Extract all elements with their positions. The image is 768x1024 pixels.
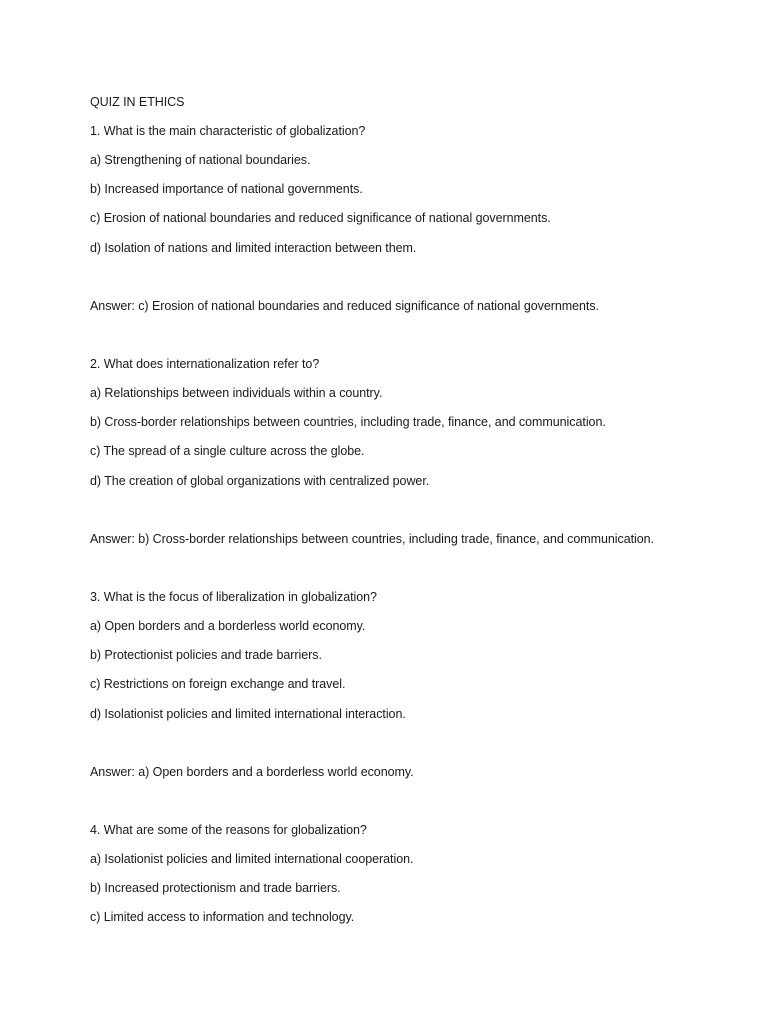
q3-option-b: b) Protectionist policies and trade barriers.: [90, 648, 322, 662]
q2-answer: Answer: b) Cross-border relationships between countries, including trade, finance, and communication.: [90, 532, 654, 546]
question-1: 1. What is the main characteristic of globalization?: [90, 124, 366, 138]
document-title: QUIZ IN ETHICS: [90, 95, 185, 109]
q1-answer: Answer: c) Erosion of national boundaries and reduced significance of national governments.: [90, 299, 599, 313]
q2-option-a: a) Relationships between individuals within a country.: [90, 386, 383, 400]
question-2: 2. What does internationalization refer to?: [90, 357, 320, 371]
q1-option-d: d) Isolation of nations and limited interaction between them.: [90, 241, 417, 255]
q3-answer: Answer: a) Open borders and a borderless world economy.: [90, 765, 414, 779]
question-4: 4. What are some of the reasons for globalization?: [90, 823, 367, 837]
q1-option-c: c) Erosion of national boundaries and reduced significance of national governments.: [90, 211, 551, 225]
q3-option-a: a) Open borders and a borderless world economy.: [90, 619, 366, 633]
q4-option-b: b) Increased protectionism and trade barriers.: [90, 881, 341, 895]
q3-option-c: c) Restrictions on foreign exchange and travel.: [90, 677, 346, 691]
q4-option-c: c) Limited access to information and technology.: [90, 910, 355, 924]
q3-option-d: d) Isolationist policies and limited international interaction.: [90, 707, 406, 721]
q1-option-a: a) Strengthening of national boundaries.: [90, 153, 311, 167]
q2-option-b: b) Cross-border relationships between countries, including trade, finance, and communication.: [90, 415, 606, 429]
q2-option-c: c) The spread of a single culture across the globe.: [90, 444, 365, 458]
q1-option-b: b) Increased importance of national governments.: [90, 182, 363, 196]
question-3: 3. What is the focus of liberalization in globalization?: [90, 590, 377, 604]
q2-option-d: d) The creation of global organizations with centralized power.: [90, 474, 430, 488]
q4-option-a: a) Isolationist policies and limited international cooperation.: [90, 852, 414, 866]
